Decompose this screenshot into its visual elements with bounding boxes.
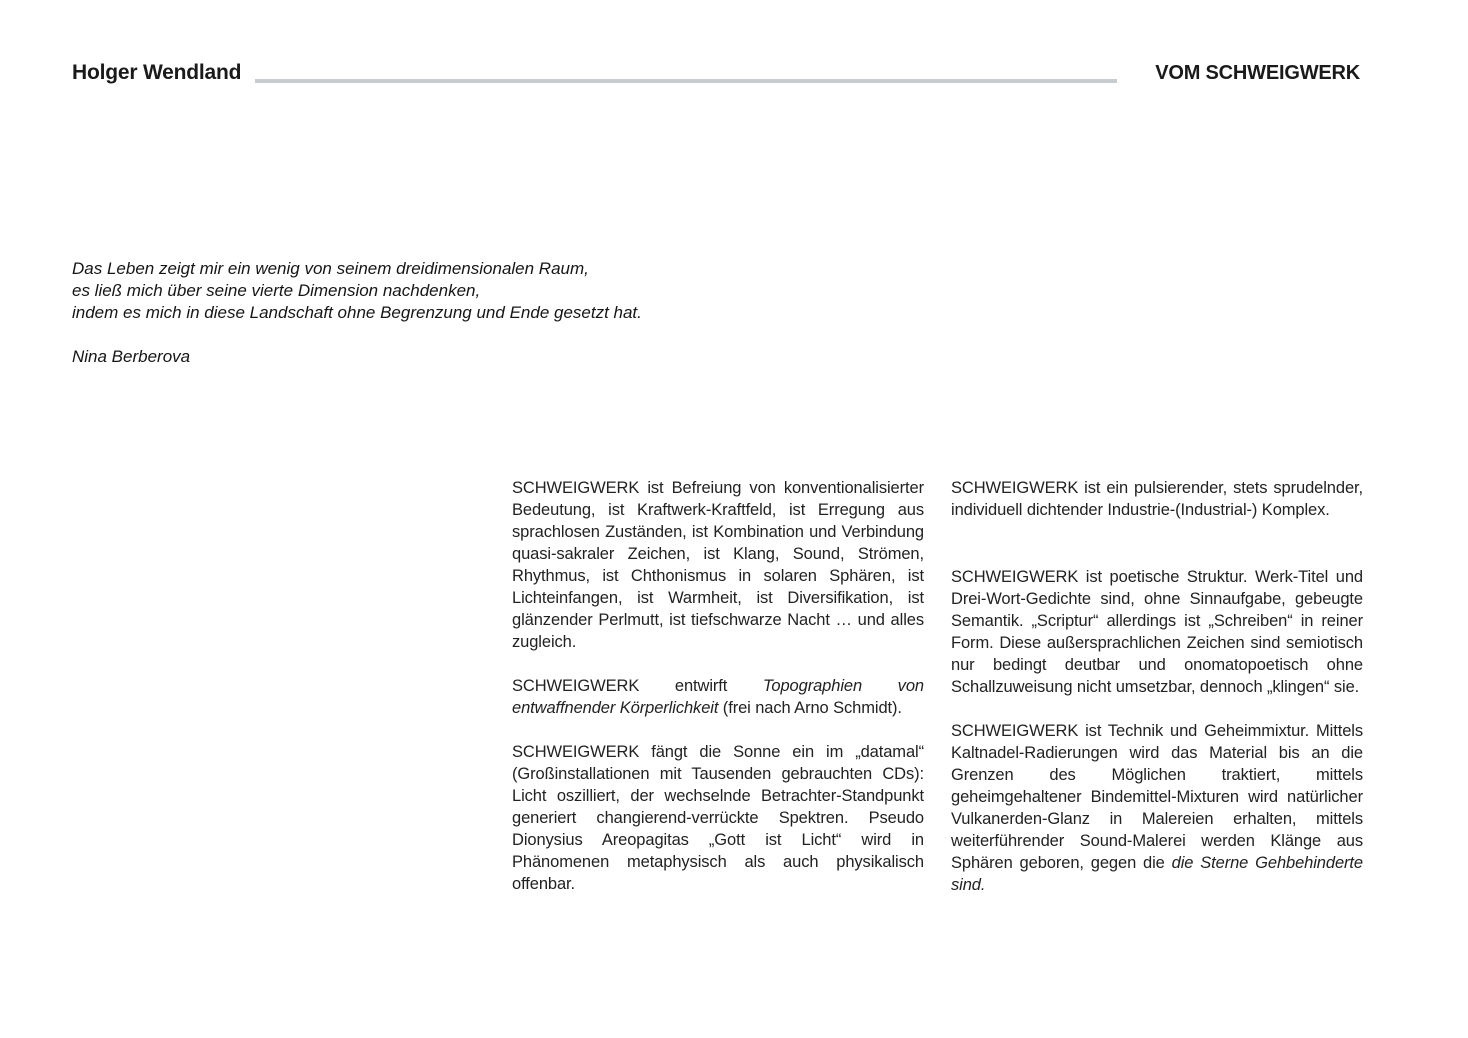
author-name: Holger Wendland — [72, 61, 242, 84]
body-paragraph: SCHWEIGWERK ist ein pulsierender, stets sprudelnder, individuell dichtender Industrie-(Industrial-) Komplex. — [951, 479, 1363, 519]
body-paragraph: SCHWEIGWERK entwirft Topographien von entwaffnender Körperlichkeit (frei nach Arno Schmidt). — [512, 677, 924, 717]
body-columns — [512, 477, 1363, 896]
epigraph-line: indem es mich in diese Landschaft ohne Begrenzung und Ende gesetzt hat. — [72, 303, 642, 322]
body-paragraph: SCHWEIGWERK ist Technik und Geheimmixtur. Mittels Kaltnadel-Radierungen wird das Material bis an die Grenzen des Möglichen traktiert, mittels geheimgehaltener Bindemittel-Mixturen wird natürlicher Vulkanerden-Glanz in Malereien erhalten, mittels weiterführender Sound-Malerei werden Klänge aus Sphären geboren, gegen die die Sterne Gehbehinderte sind. — [951, 722, 1363, 894]
header-rule — [255, 79, 1117, 83]
body-paragraph: SCHWEIGWERK fängt die Sonne ein im „datamal“ (Großinstallationen mit Tausenden gebrauchten CDs): Licht oszilliert, der wechselnde Betrachter-Standpunkt generiert changierend-verrückte Spektren. Pseudo Dionysius Areopagitas „Gott ist Licht“ wird in Phänomenen metaphysisch als auch physikalisch offenbar. — [512, 743, 924, 893]
epigraph-line: Das Leben zeigt mir ein wenig von seinem dreidimensionalen Raum, — [72, 259, 589, 278]
chapter-title: VOM SCHWEIGWERK — [1155, 61, 1360, 84]
page-header — [72, 60, 1360, 86]
body-paragraph: SCHWEIGWERK ist Befreiung von konventionalisierter Bedeutung, ist Kraftwerk-Kraftfeld, ist Erregung aus sprachlosen Zuständen, ist Kombination und Verbindung quasi-sakraler Zeichen, ist Klang, Sound, Strömen, Rhythmus, ist Chthonismus in solaren Sphären, ist Lichteinfangen, ist Warmheit, ist Diversifikation, ist glänzender Perlmutt, ist tiefschwarze Nacht … und alles zugleich. — [512, 479, 924, 651]
text-column-left — [512, 477, 924, 896]
text-column-right — [951, 477, 1363, 896]
epigraph — [72, 258, 642, 368]
body-paragraph: SCHWEIGWERK ist poetische Struktur. Werk-Titel und Drei-Wort-Gedichte sind, ohne Sinnaufgabe, gebeugte Semantik. „Scriptur“ allerdings ist „Schreiben“ in reiner Form. Diese außersprachlichen Zeichen sind semiotisch nur bedingt deutbar und onomatopoetisch ohne Schallzuweisung nicht umsetzbar, dennoch „klingen“ sie. — [951, 568, 1363, 696]
epigraph-attribution: Nina Berberova — [72, 347, 191, 366]
epigraph-line: es ließ mich über seine vierte Dimension nachdenken, — [72, 281, 481, 300]
